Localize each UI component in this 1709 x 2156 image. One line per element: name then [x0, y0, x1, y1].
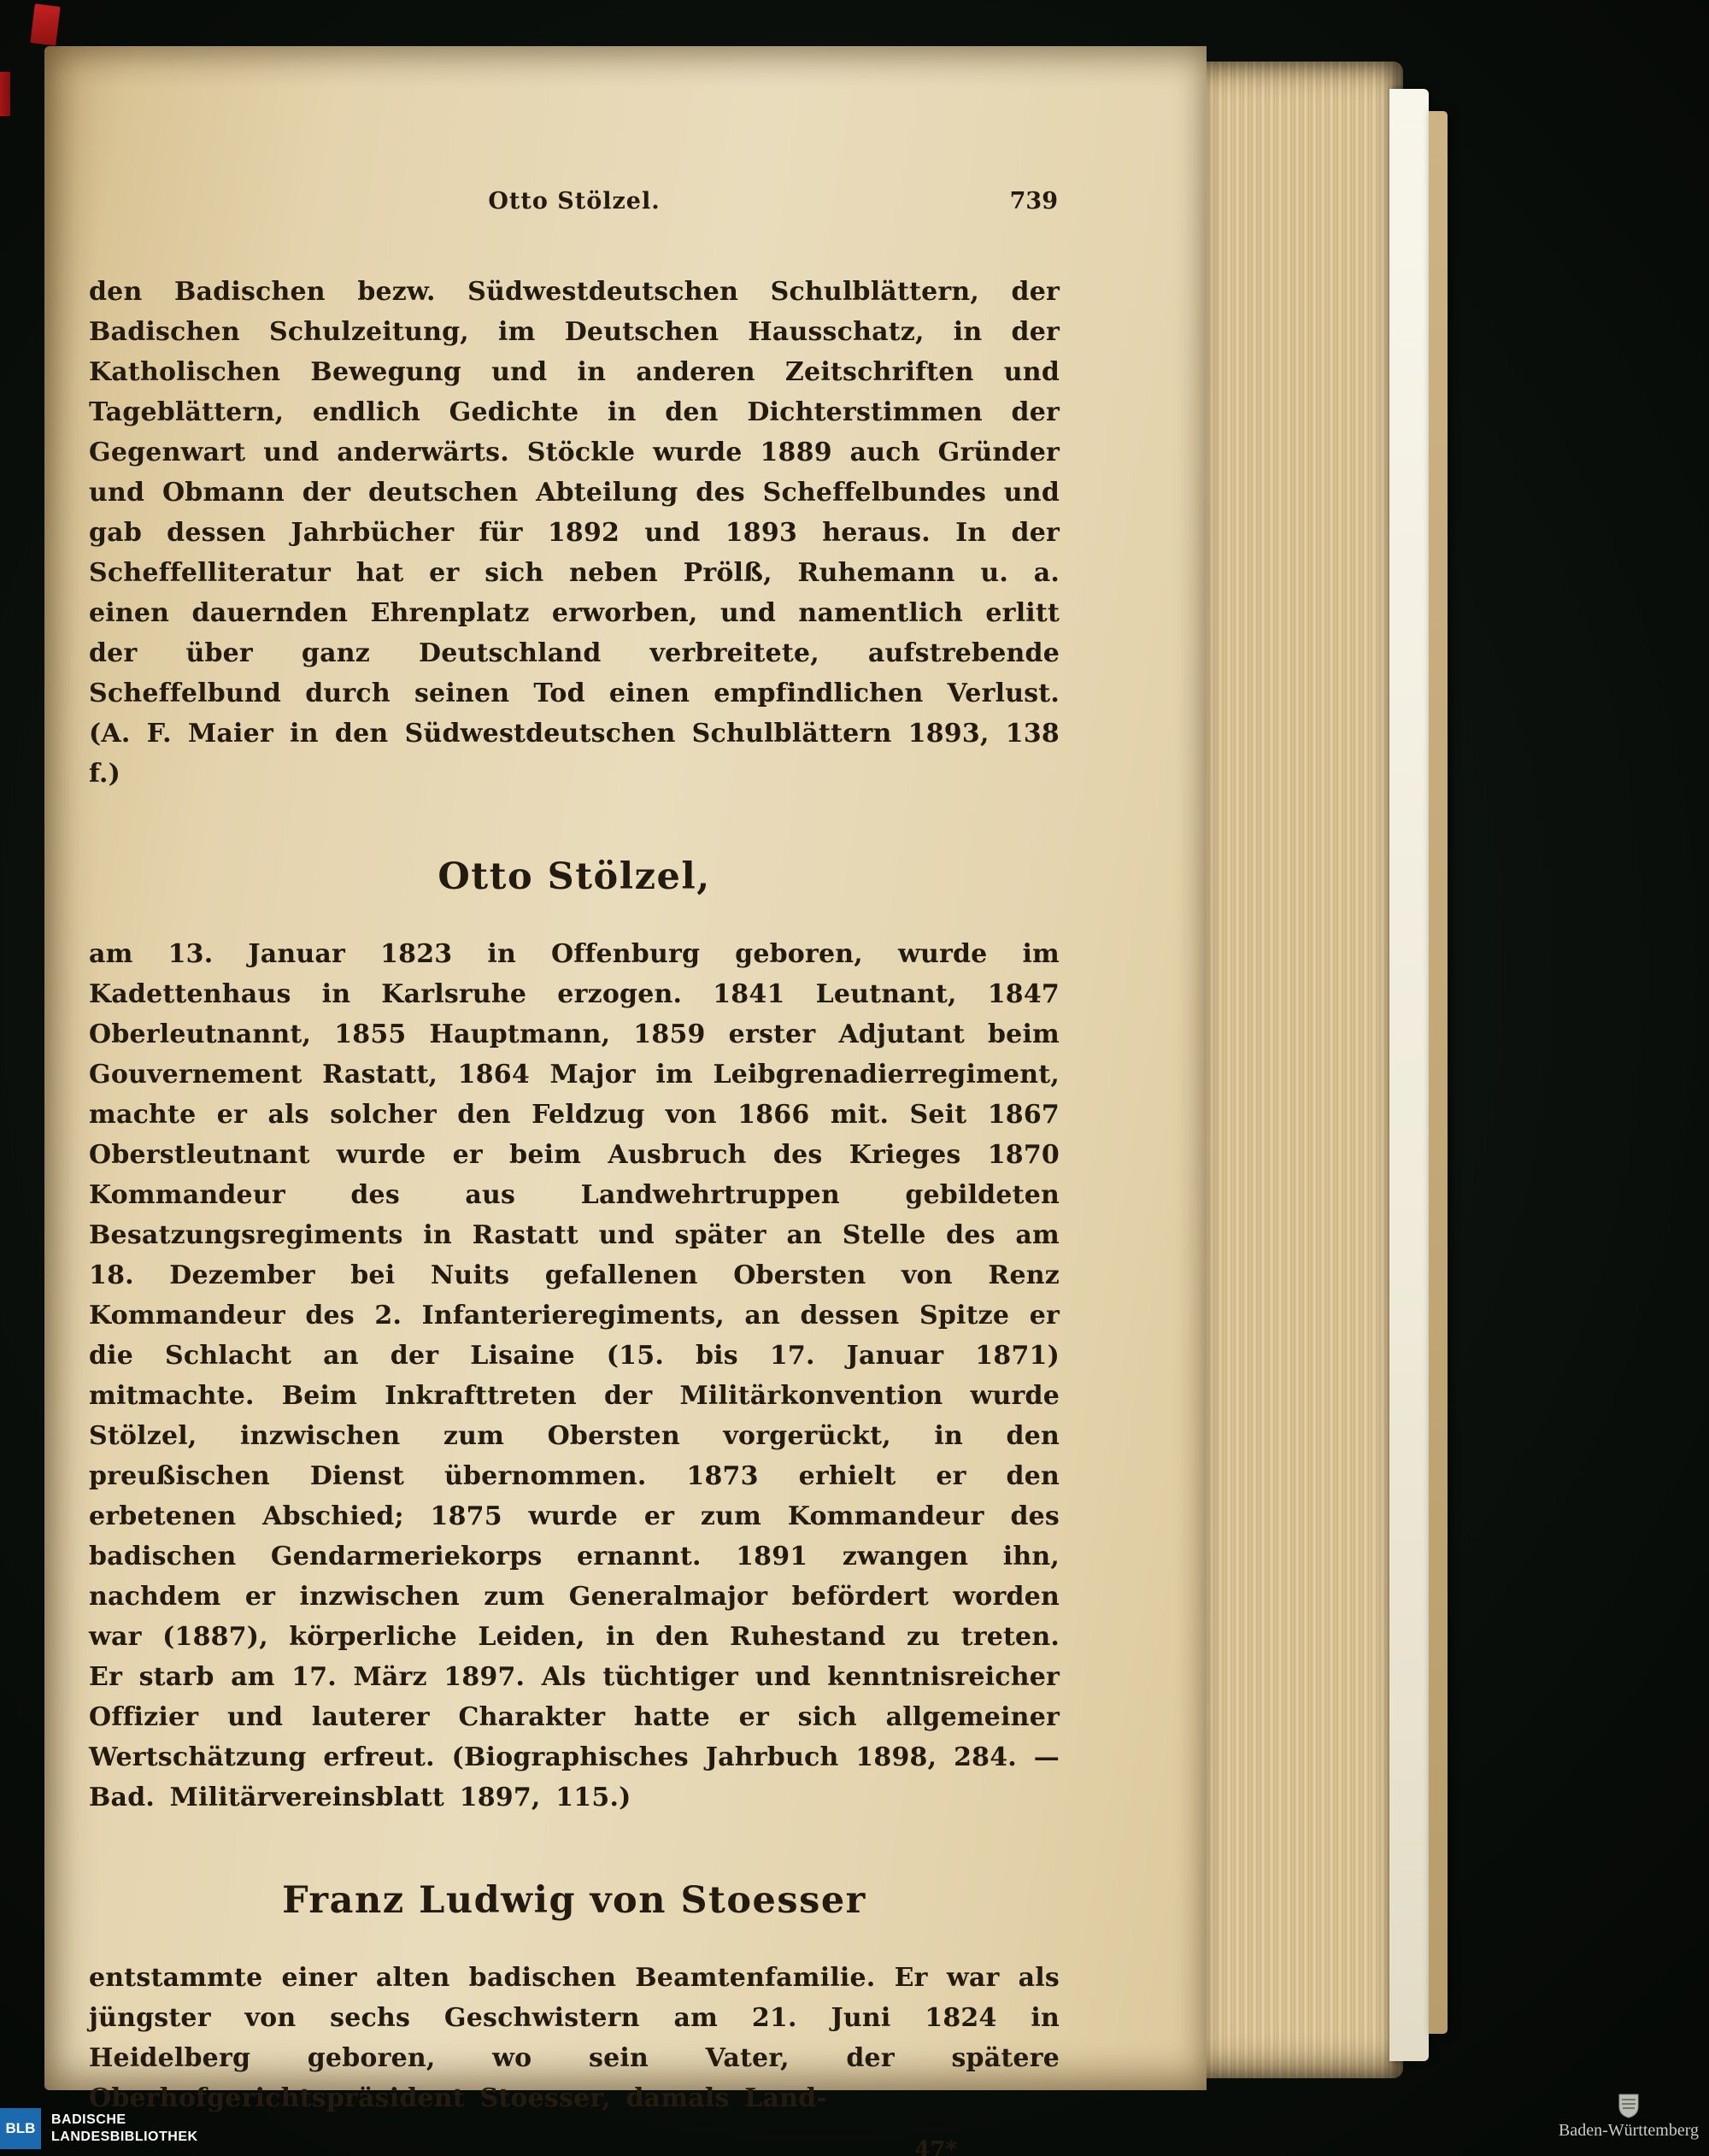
baden-wuerttemberg-crest-icon [1618, 2093, 1640, 2118]
library-branding [0, 2108, 198, 2149]
section-body-franz-ludwig-von-stoesser: entstammte einer alten badischen Beamtenfamilie. Er war als jüngster von sechs Geschwistern am 21. Juni 1824 in Heidelberg geboren, wo sein Vater, der spätere Oberhofgerichtspräsident Stoesser, damals Land- [89, 1963, 1060, 2113]
section-body-otto-stoelzel: am 13. Januar 1823 in Offenburg geboren, wurde im Kadettenhaus in Karlsruhe erzogen. 1841 Leutnant, 1847 Oberleutnannt, 1855 Hauptmann, 1859 erster Adjutant beim Gouvernement Rastatt, 1864 Major im Leibgrenadierregiment, machte er als solcher den Feldzug von 1866 mit. Seit 1867 Oberstleutnant wurde er beim Ausbruch des Krieges 1870 Kommandeur des aus Landwehrtruppen gebildeten Besatzungsregiments in Rastatt und später an Stelle des am 18. Dezember bei Nuits gefallenen Obersten von Renz Kommandeur des 2. Infanterieregiments, an dessen Spitze er die Schlacht an der Lisaine (15. bis 17. Januar 1871) mitmachte. Beim Inkrafttreten der Militärkonvention wurde Stölzel, inzwischen zum Obersten vorgerückt, in den preußischen Dienst übernommen. 1873 erhielt er den erbetenen Abschied; 1875 wurde er zum Kommandeur des badischen Gendarmeriekorps ernannt. 1891 zwangen ihn, nachdem er inzwischen zum Generalmajor befördert worden war (1887), körperliche Leiden, in den Ruhestand zu treten. Er starb am 17. März 1897. Als tüchtiger und kenntnisreicher Offizier und lauterer Charakter hatte er sich allgemeiner Wertschätzung erfreut. (Biographisches Jahrbuch 1898, 284. — Bad. Militärvereinsblatt 1897, 115.) [89, 939, 1060, 1812]
page-number: 739 [1009, 188, 1058, 214]
state-branding [1559, 2093, 1699, 2141]
running-header [89, 188, 1060, 229]
library-name-line2: LANDESBIBLIOTHEK [51, 2130, 198, 2144]
continuation-paragraph: den Badischen bezw. Südwestdeutschen Schulblättern, der Badischen Schulzeitung, im Deutschen Hausschatz, in der Katholischen Bewegung und in anderen Zeitschriften und Tageblättern, endlich Gedichte in den Dichterstimmen der Gegenwart und anderwärts. Stöckle wurde 1889 auch Gründer und Obmann der deutschen Abteilung des Scheffelbundes und gab dessen Jahrbücher für 1892 und 1893 heraus. In der Scheffelliteratur hat er sich neben Prölß, Ruhemann u. a. einen dauernden Ehrenplatz erworben, und namentlich erlitt der über ganz Deutschland verbreitete, aufstrebende Scheffelbund durch seinen Tod einen empfindlichen Verlust. (A. F. Maier in den Südwestdeutschen Schulblättern 1893, 138 f.) [89, 277, 1060, 789]
library-name [51, 2112, 198, 2146]
white-page-edge [1389, 89, 1429, 2061]
red-headband [0, 72, 10, 116]
library-name-line1: BADISCHE [51, 2112, 126, 2127]
signature-mark: 47* [914, 2137, 957, 2156]
fore-edge-page-stack [1198, 62, 1403, 2078]
running-title: Otto Stölzel. [488, 188, 661, 214]
red-bookmark-ribbon [30, 3, 60, 45]
blb-logo-icon: BLB [0, 2108, 41, 2149]
section-heading-otto-stoelzel: Otto Stölzel, [438, 855, 711, 898]
tan-page-edge [1429, 111, 1448, 2034]
section-heading-franz-ludwig-von-stoesser: Franz Ludwig von Stoesser [282, 1879, 866, 1922]
state-name: Baden-Württemberg [1558, 2121, 1699, 2140]
